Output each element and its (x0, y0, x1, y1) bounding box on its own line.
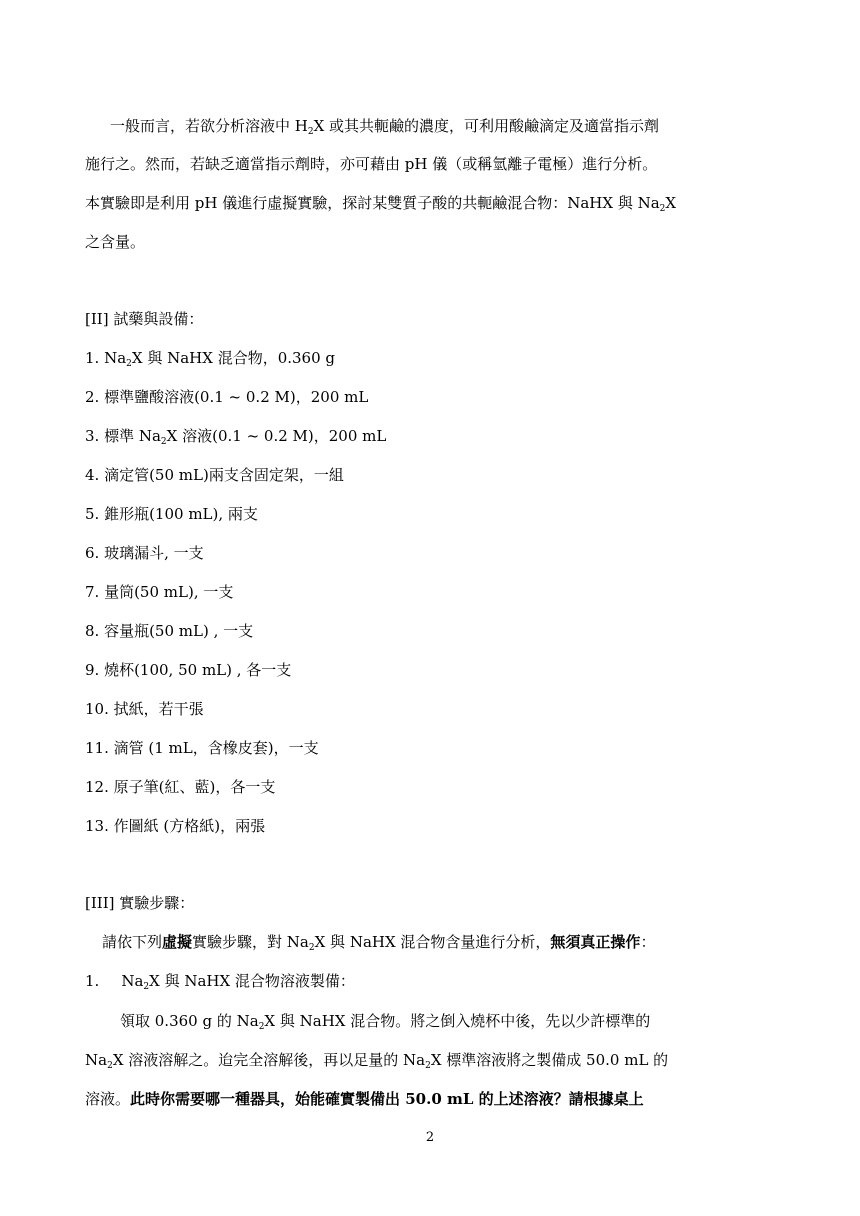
instruction-line (102, 932, 655, 952)
text-span: 13. 作圖紙 (方格紙)，兩張 (85, 817, 266, 835)
text-span: 請依下列 (102, 933, 163, 951)
step-1-paragraph-line-2 (85, 1050, 668, 1070)
text-span: X 與 NaHX 混合物，0.360 g (131, 349, 336, 367)
text-span: 1. Na (85, 349, 127, 367)
section-3-heading (85, 893, 194, 913)
text-span: 實驗步驟，對 Na (192, 933, 309, 951)
text-span: 9. 燒杯(100, 50 mL) , 各一支 (85, 661, 292, 679)
text-span: 7. 量筒(50 mL), 一支 (85, 583, 234, 601)
text-span: X 溶液(0.1 ~ 0.2 M)，200 mL (166, 427, 387, 445)
subscript: 2 (307, 127, 314, 137)
subscript: 2 (258, 1022, 265, 1032)
text-span: X 溶液溶解之。迨完全溶解後，再以足量的 Na (112, 1051, 426, 1069)
list-item-13 (85, 816, 265, 836)
list-item-4 (85, 465, 344, 485)
text-span: 6. 玻璃漏斗, 一支 (85, 544, 204, 562)
text-span: 施行之。然而，若缺乏適當指示劑時，亦可藉由 pH 儀（或稱氫離子電極）進行分析。 (85, 155, 658, 173)
step-1-heading (85, 971, 355, 991)
text-span: 2. 標準鹽酸溶液(0.1 ~ 0.2 M)，200 mL (85, 388, 369, 406)
intro-line-3 (85, 193, 676, 213)
step-1-paragraph-line-1 (120, 1011, 650, 1031)
text-span: Na (85, 1051, 108, 1069)
subscript: 2 (126, 359, 132, 369)
text-span: 之含量。 (85, 233, 146, 251)
subscript: 2 (107, 1061, 113, 1071)
subscript: 2 (143, 982, 150, 992)
text-span: [III] 實驗步驟： (85, 894, 195, 912)
text-span: ： (640, 933, 656, 951)
list-item-8 (85, 621, 253, 641)
list-item-1 (85, 348, 335, 368)
list-item-9 (85, 660, 291, 680)
list-item-7 (85, 582, 233, 602)
bold-text: 無須真正操作 (550, 933, 641, 951)
section-2-heading (85, 309, 203, 329)
text-span: 本實驗即是利用 pH 儀進行虛擬實驗，探討某雙質子酸的共軛鹼混合物：NaHX 與 Na (85, 194, 660, 212)
text-span: 4. 滴定管(50 mL)兩支含固定架，一組 (85, 466, 344, 484)
list-item-2 (85, 387, 368, 407)
text-span: 一般而言，若欲分析溶液中 H (110, 117, 308, 135)
text-span: X (665, 194, 677, 212)
subscript: 2 (160, 437, 167, 447)
text-span: 8. 容量瓶(50 mL) , 一支 (85, 622, 254, 640)
text-span: [II] 試藥與設備： (85, 310, 204, 328)
text-span: 10. 拭紙，若干張 (85, 700, 204, 718)
list-item-5 (85, 504, 258, 524)
text-span: X 與 NaHX 混合物。將之倒入燒杯中後，先以少許標準的 (264, 1012, 651, 1030)
text-span: X 與 NaHX 混合物溶液製備： (149, 972, 355, 990)
intro-line-1 (110, 116, 659, 136)
text-span: X 標準溶液將之製備成 50.0 mL 的 (430, 1051, 669, 1069)
bold-text: 虛擬 (162, 933, 193, 951)
text-span: 領取 0.360 g 的 Na (120, 1012, 259, 1030)
text-span: 11. 滴管 (1 mL，含橡皮套)，一支 (85, 739, 319, 757)
subscript: 2 (308, 943, 315, 953)
text-span: X 或其共軛鹼的濃度，可利用酸鹼滴定及適當指示劑 (313, 117, 660, 135)
text-span: Na (121, 972, 144, 990)
text-span: 溶液。 (85, 1090, 131, 1108)
list-item-12 (85, 777, 275, 797)
step-1-paragraph-line-3 (85, 1089, 644, 1109)
list-item-10 (85, 699, 204, 719)
list-item-3 (85, 426, 386, 446)
step-number: 1. (85, 972, 100, 990)
text-span: 3. 標準 Na (85, 427, 161, 445)
text-span: 5. 錐形瓶(100 mL), 兩支 (85, 505, 258, 523)
text-span: 12. 原子筆(紅、藍)，各一支 (85, 778, 276, 796)
subscript: 2 (659, 204, 666, 214)
list-item-6 (85, 543, 204, 563)
bold-text: 此時你需要哪一種器具，始能確實製備出 50.0 mL 的上述溶液？請根據桌上 (130, 1090, 644, 1108)
subscript: 2 (425, 1061, 431, 1071)
intro-line-2 (85, 154, 657, 174)
text-span: X 與 NaHX 混合物含量進行分析， (314, 933, 551, 951)
list-item-11 (85, 738, 319, 758)
page-number: 2 (425, 1130, 435, 1145)
intro-line-4 (85, 232, 145, 252)
